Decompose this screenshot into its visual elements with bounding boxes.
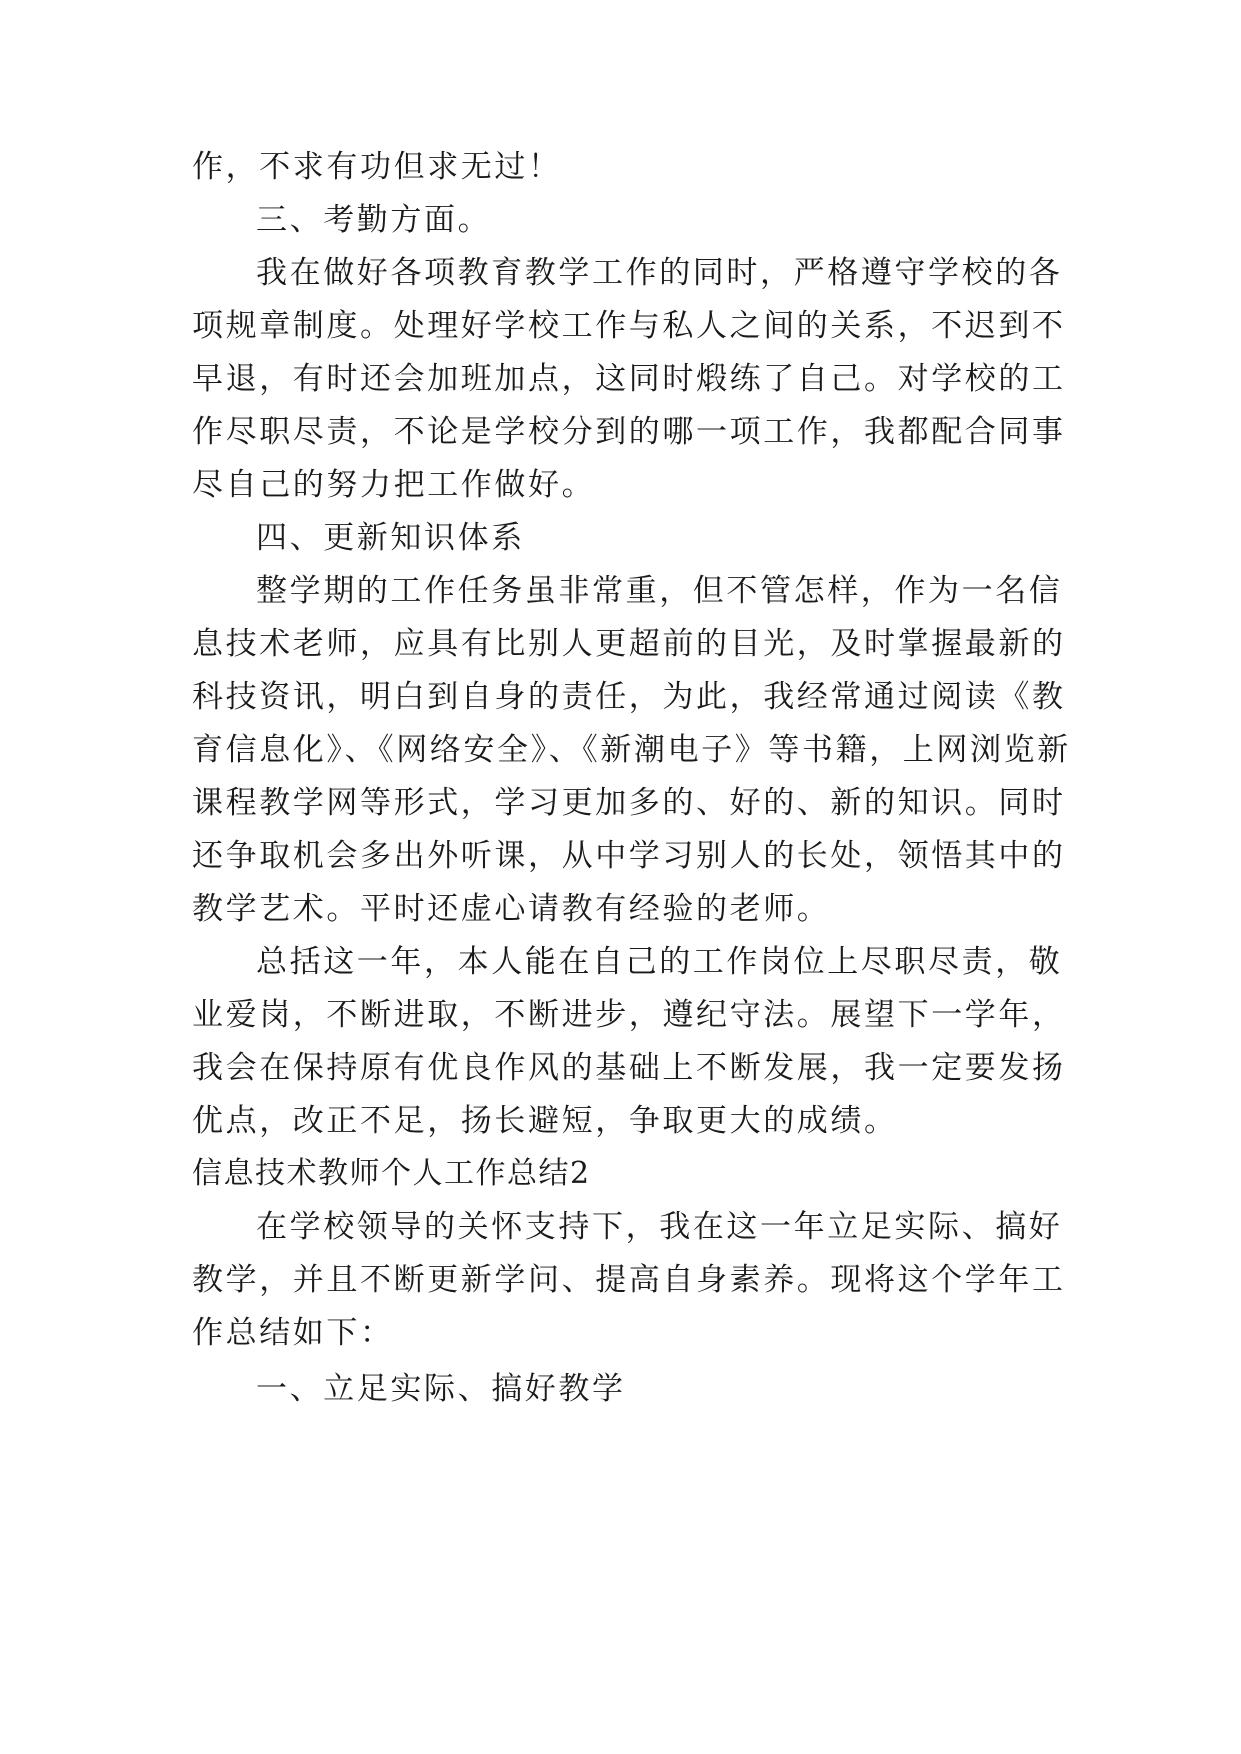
text-line: 优点，改正不足，扬长避短，争取更大的成绩。 (192, 1103, 898, 1139)
section-heading: 四、更新知识体系 (256, 520, 525, 556)
text-line: 教学，并且不断更新学问、提高自身素养。现将这个学年工 (192, 1262, 1066, 1298)
text-line: 在学校领导的关怀支持下，我在这一年立足实际、搞好 (256, 1209, 1063, 1245)
text-line: 我会在保持原有优良作风的基础上不断发展，我一定要发扬 (192, 1050, 1066, 1086)
text-line: 作尽职尽责，不论是学校分到的哪一项工作，我都配合同事 (192, 414, 1066, 450)
text-line: 总括这一年，本人能在自己的工作岗位上尽职尽责，敬 (256, 944, 1063, 980)
text-line: 教学艺术。平时还虚心请教有经验的老师。 (192, 891, 831, 927)
text-line: 作总结如下： (192, 1315, 394, 1351)
text-line: 作，不求有功但求无过！ (192, 149, 562, 185)
document-title: 信息技术教师个人工作总结2 (192, 1156, 591, 1191)
section-heading: 一、立足实际、搞好教学 (256, 1371, 626, 1407)
text-line: 项规章制度。处理好学校工作与私人之间的关系，不迟到不 (192, 308, 1066, 344)
section-heading: 三、考勤方面。 (256, 202, 492, 238)
text-line: 我在做好各项教育教学工作的同时，严格遵守学校的各 (256, 255, 1063, 291)
text-line: 还争取机会多出外听课，从中学习别人的长处，领悟其中的 (192, 838, 1066, 874)
text-line: 早退，有时还会加班加点，这同时煅练了自己。对学校的工 (192, 361, 1066, 397)
text-line: 课程教学网等形式，学习更加多的、好的、新的知识。同时 (192, 785, 1066, 821)
text-line: 科技资讯，明白到自身的责任，为此，我经常通过阅读《教 (192, 679, 1066, 715)
text-line: 尽自己的努力把工作做好。 (192, 467, 596, 503)
text-line: 业爱岗，不断进取，不断进步，遵纪守法。展望下一学年， (192, 997, 1066, 1033)
text-line: 息技术老师，应具有比别人更超前的目光，及时掌握最新的 (192, 626, 1066, 662)
text-line: 育信息化》、《网络安全》、《新潮电子》等书籍，上网浏览新 (192, 732, 1071, 768)
text-line: 整学期的工作任务虽非常重，但不管怎样，作为一名信 (256, 573, 1063, 609)
